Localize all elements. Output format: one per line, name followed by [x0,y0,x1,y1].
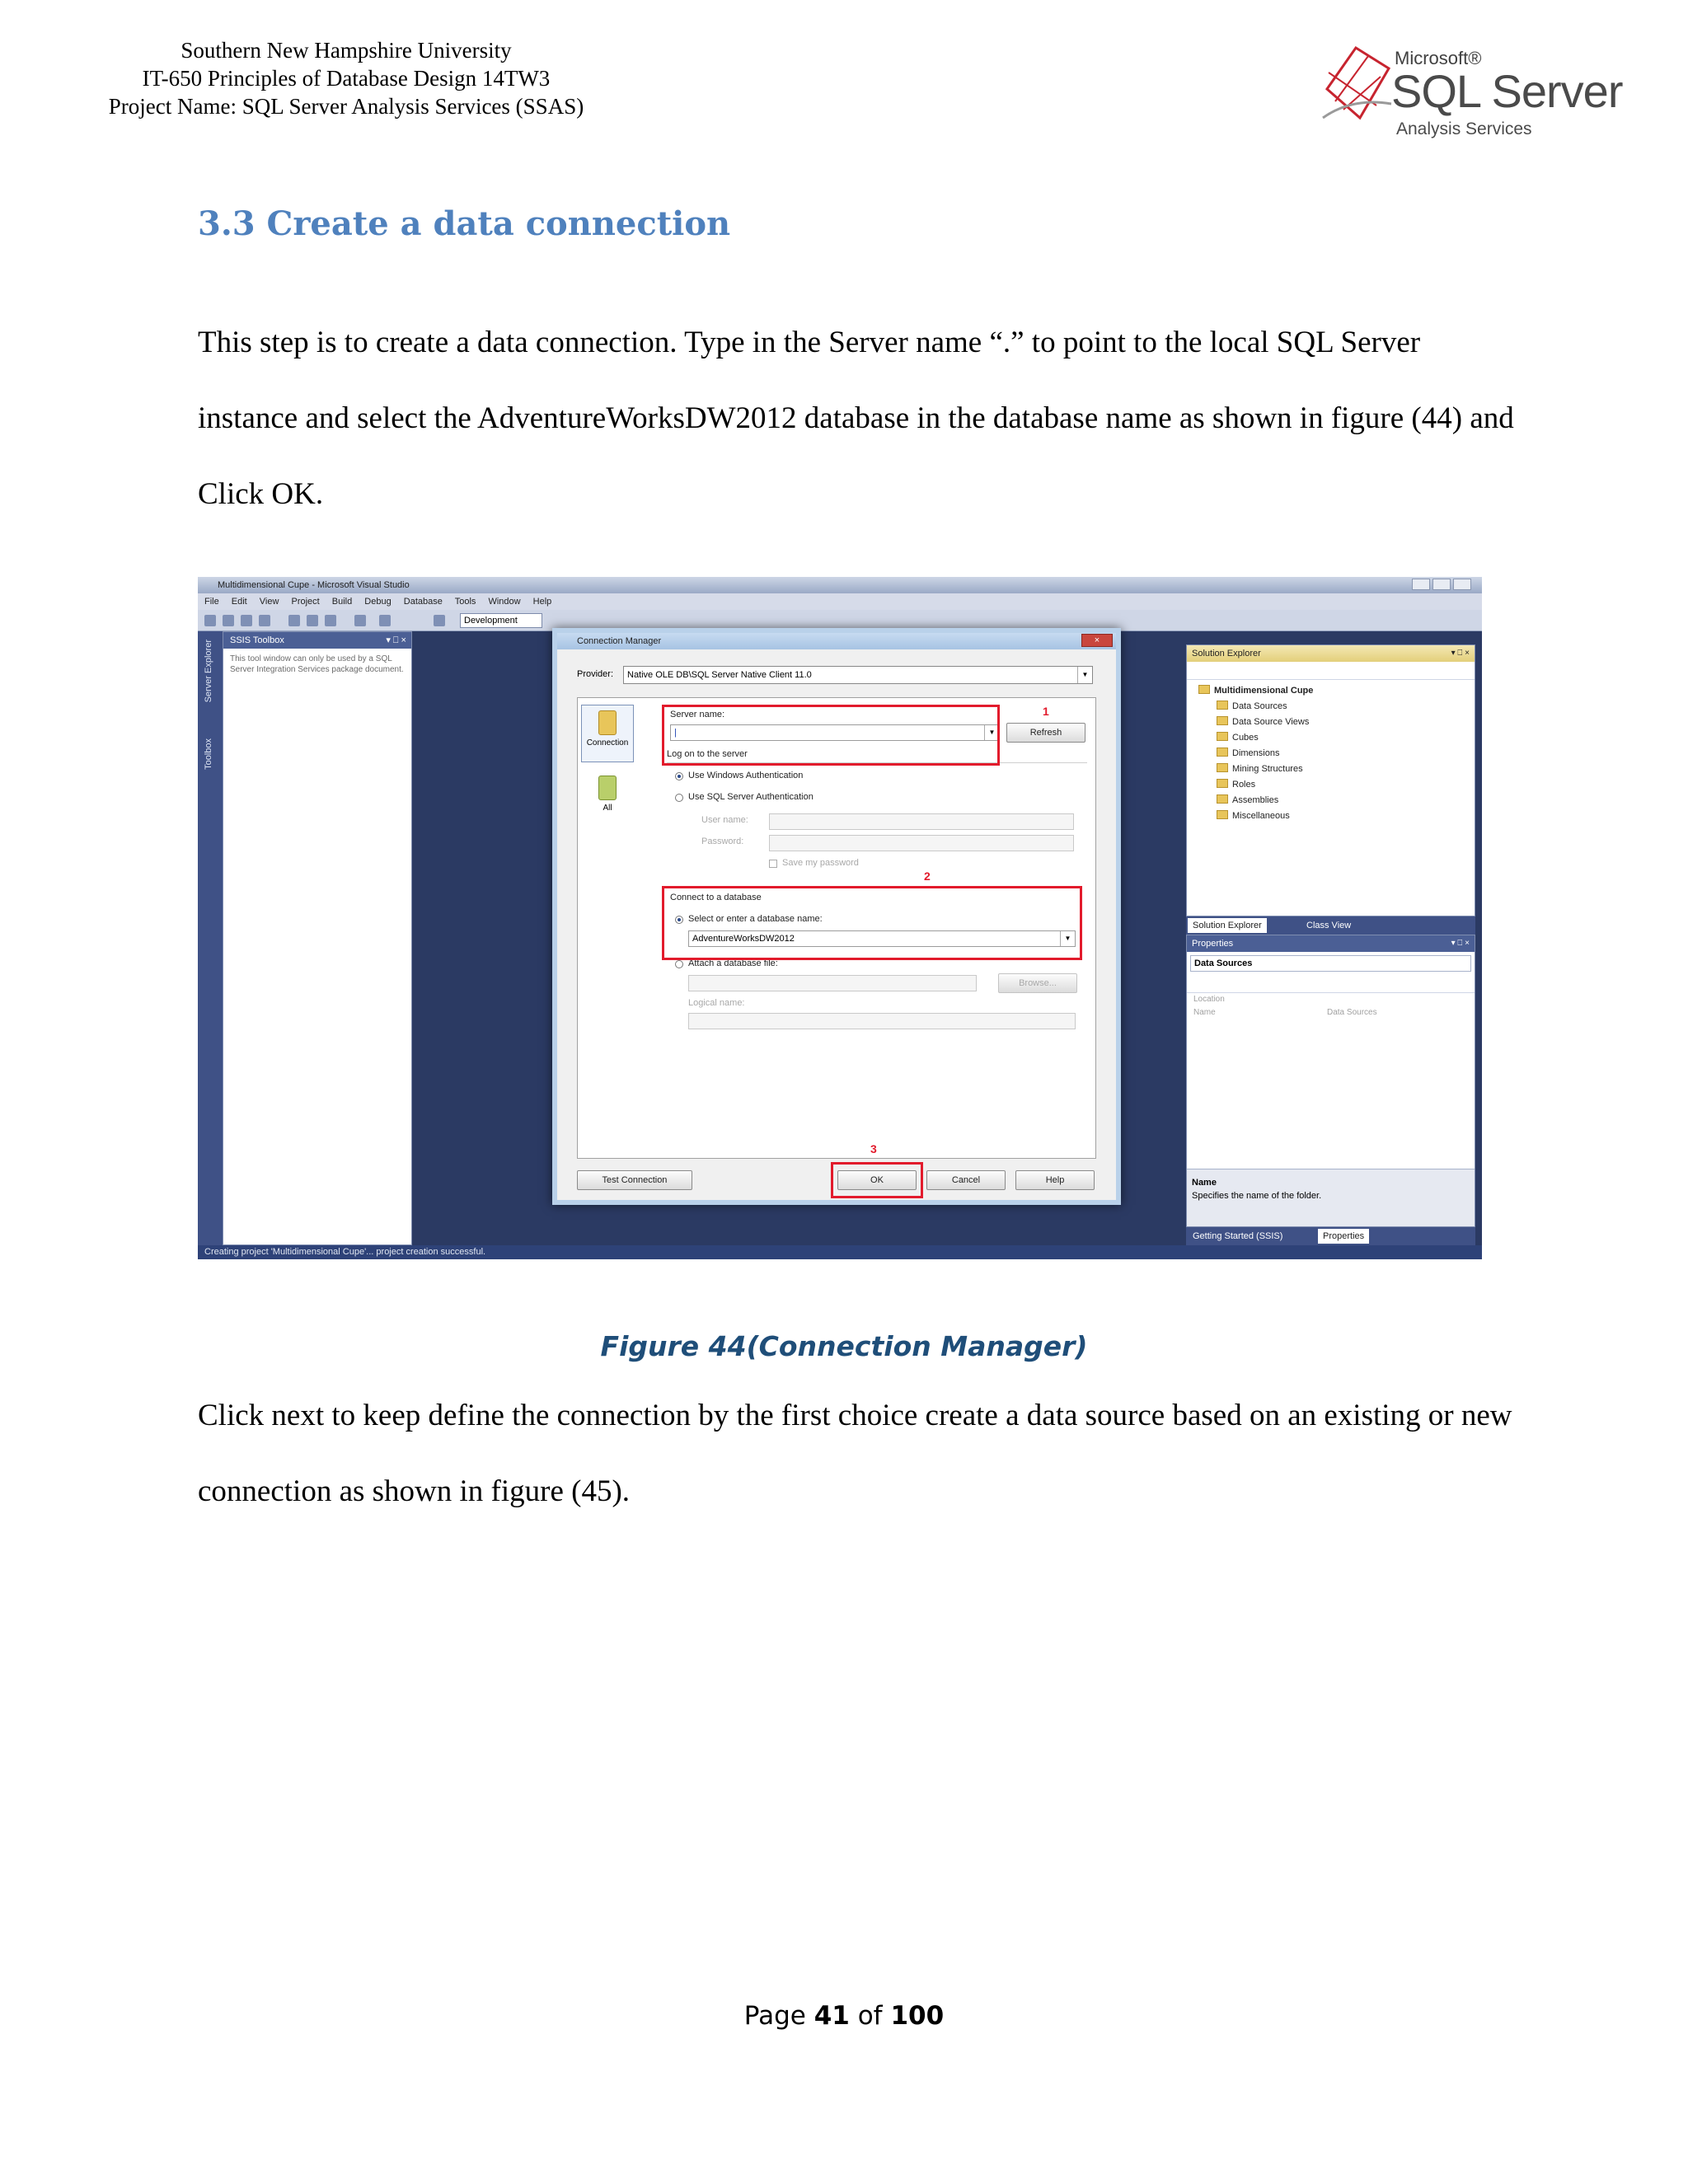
database-name-value: AdventureWorksDW2012 [692,934,795,944]
annotation-marker-1: 1 [1043,705,1049,718]
figure-caption: Figure 44(Connection Manager) [600,1330,1088,1362]
toolbox-message: This tool window can only be used by a SQL Server Integration Services package document. [230,654,404,674]
logical-name-label: Logical name: [688,998,745,1008]
user-name-label: User name: [701,815,748,825]
solution-tabs [1186,916,1475,935]
connection-icon [598,710,617,735]
solution-config-select: Development [460,613,542,628]
tree-item-label: Data Sources [1232,701,1287,711]
tab-solution-explorer: Solution Explorer [1188,918,1267,933]
dialog-title: Connection Manager [577,636,662,646]
windows-auth-label: Use Windows Authentication [688,771,804,780]
section-heading: 3.3 Create a data connection [198,204,731,243]
page-footer [0,2001,1688,2031]
provider-value: Native OLE DB\SQL Server Native Client 11.0 [627,670,812,680]
all-properties-icon [598,776,617,800]
server-name-value: | [674,728,677,738]
dialog-content [577,697,1096,1159]
tree-item [1198,746,1475,762]
select-db-label: Select or enter a database name: [688,914,823,924]
body-paragraph-2: Click next to keep define the connection by the first choice create a data source based on an existing or new connection as shown in figure (45). [198,1399,1512,1508]
document-header [49,36,643,120]
solution-tree [1187,680,1475,824]
description-title: Name [1192,1178,1217,1188]
toolbox-header [223,632,411,649]
tab-class-view: Class View [1306,921,1352,930]
annotation-marker-3: 3 [870,1142,877,1155]
server-explorer-tab: Server Explorer [204,640,213,703]
tree-item-label: Roles [1232,780,1256,790]
sql-auth-radio [675,794,683,802]
tree-item [1198,715,1475,730]
help-button: Help [1015,1170,1095,1190]
footer-page-total: 100 [890,2001,945,2031]
attach-db-radio [675,960,683,968]
dialog-close-button: × [1081,634,1113,647]
body-paragraph-1: This step is to create a data connection. Type in the Server name “.” to point to the local SQL Server instance and select the AdventureWorksDW2012 database in the database name as shown in figure (44) and Click OK. [198,326,1514,511]
tree-item [1198,808,1475,824]
properties-toolbar [1187,975,1475,993]
properties-description [1187,1169,1475,1226]
copy-icon [307,615,318,626]
properties-header [1187,935,1475,952]
footer-page-number: 41 [814,2001,850,2031]
save-password-label: Save my password [782,858,859,868]
solution-explorer [1186,644,1475,916]
chevron-down-icon: ▼ [1077,667,1092,683]
tree-item-label: Data Source Views [1232,717,1310,727]
toolbox-title: SSIS Toolbox [230,635,284,645]
new-project-icon [204,615,216,626]
annotation-box-3 [831,1162,923,1198]
vs-status-bar: Creating project 'Multidimensional Cupe'... project creation successful. [198,1245,1482,1259]
ok-button: OK [837,1170,917,1190]
tree-item-label: Cubes [1232,733,1259,743]
logo-sql-server: SQL Server [1391,65,1623,117]
footer-of-word: of [857,2001,883,2031]
solution-toolbar [1187,662,1475,680]
properties-title: Properties [1192,939,1234,949]
sql-server-logo [1319,40,1632,147]
folder-icon [1217,763,1228,772]
property-category [1187,993,1475,1006]
attach-db-label: Attach a database file: [688,958,778,968]
folder-icon [1217,794,1228,804]
tree-item [1198,699,1475,715]
properties-panel [1186,935,1475,1227]
vs-title-bar [198,577,1482,593]
ssis-toolbox [198,631,412,1245]
annotation-marker-2: 2 [924,869,931,883]
solution-explorer-header [1187,645,1475,662]
undo-icon [354,615,366,626]
footer-page-word: Page [743,2001,806,2031]
provider-select [623,666,1093,684]
logo-analysis-services: Analysis Services [1396,120,1532,138]
dialog-title-bar [557,633,1116,649]
annotation-box-1 [662,705,1000,766]
properties-pin-icon: ▾ ⎕ × [1451,939,1470,948]
tree-item-label: Assemblies [1232,795,1279,805]
folder-icon [1217,810,1228,819]
folder-icon [1217,748,1228,757]
windows-auth-radio [675,772,683,780]
open-icon [223,615,234,626]
tree-item [1198,793,1475,808]
tab-getting-started: Getting Started (SSIS) [1193,1231,1283,1241]
test-connection-button: Test Connection [577,1170,692,1190]
vs-menu-bar: File Edit View Project Build Debug Database Tools Window Help [198,593,1482,610]
project-name: Multidimensional Cupe [1214,686,1314,696]
project-icon [1198,685,1210,694]
property-key: Name [1193,1008,1216,1017]
cut-icon [288,615,300,626]
cancel-button: Cancel [926,1170,1006,1190]
toolbox-pin-icon: ▾ ⎕ × [386,635,406,645]
header-university: Southern New Hampshire University [181,38,512,63]
user-name-input [769,813,1074,830]
vs-window-title: Multidimensional Cupe - Microsoft Visual Studio [218,580,410,590]
properties-grid [1187,993,1475,1019]
properties-object-select: Data Sources [1190,955,1471,972]
start-icon [434,615,445,626]
logo-microsoft: Microsoft® [1395,48,1482,68]
header-course: IT-650 Principles of Database Design 14TW3 [142,66,551,91]
property-category-label: Location [1193,995,1225,1004]
paste-icon [325,615,336,626]
tree-item-label: Dimensions [1232,748,1280,758]
tree-item [1198,762,1475,777]
tree-item-label: Miscellaneous [1232,811,1290,821]
logon-group-label: Log on to the server [667,749,748,759]
side-strip [198,631,223,1245]
tab-properties: Properties [1318,1229,1369,1244]
property-value: Data Sources [1327,1008,1377,1017]
side-connection-button [581,705,634,762]
description-text: Specifies the name of the folder. [1192,1191,1322,1201]
folder-icon [1217,701,1228,710]
bottom-tabs [1186,1227,1475,1245]
provider-label: Provider: [577,669,614,679]
save-all-icon [259,615,270,626]
redo-icon [379,615,391,626]
attach-db-input [688,975,977,991]
vs-window-buttons [1409,579,1475,592]
connection-manager-dialog [552,628,1121,1205]
side-connection-label: Connection [586,738,629,748]
folder-icon [1217,732,1228,741]
toolbox-tab: Toolbox [204,738,213,770]
folder-icon [1217,779,1228,788]
header-project: Project Name: SQL Server Analysis Services (SSAS) [108,94,584,119]
project-node [1198,683,1475,699]
property-row [1187,1006,1475,1019]
folder-icon [1217,716,1228,725]
save-password-checkbox [769,860,777,868]
server-name-label: Server name: [670,710,725,719]
solution-pin-icon: ▾ ⎕ × [1451,649,1470,658]
solution-explorer-title: Solution Explorer [1192,649,1261,658]
sql-auth-label: Use SQL Server Authentication [688,792,814,802]
password-label: Password: [701,837,744,846]
save-icon [241,615,252,626]
toolbox-panel [223,631,412,1245]
refresh-button: Refresh [1006,723,1085,743]
tree-item-label: Mining Structures [1232,764,1303,774]
sql-server-logo-icon [1319,40,1393,130]
side-all-label: All [603,804,612,813]
logical-name-input [688,1013,1076,1029]
tree-item [1198,730,1475,746]
side-all-button [581,771,634,828]
tree-item [1198,777,1475,793]
connect-db-group-label: Connect to a database [670,893,762,902]
password-input [769,835,1074,851]
chevron-down-icon: ▼ [1060,931,1075,946]
browse-button: Browse... [998,973,1077,993]
chevron-down-icon: ▼ [984,725,999,740]
figure-44-screenshot [198,577,1482,1259]
annotation-box-2 [662,886,1082,960]
